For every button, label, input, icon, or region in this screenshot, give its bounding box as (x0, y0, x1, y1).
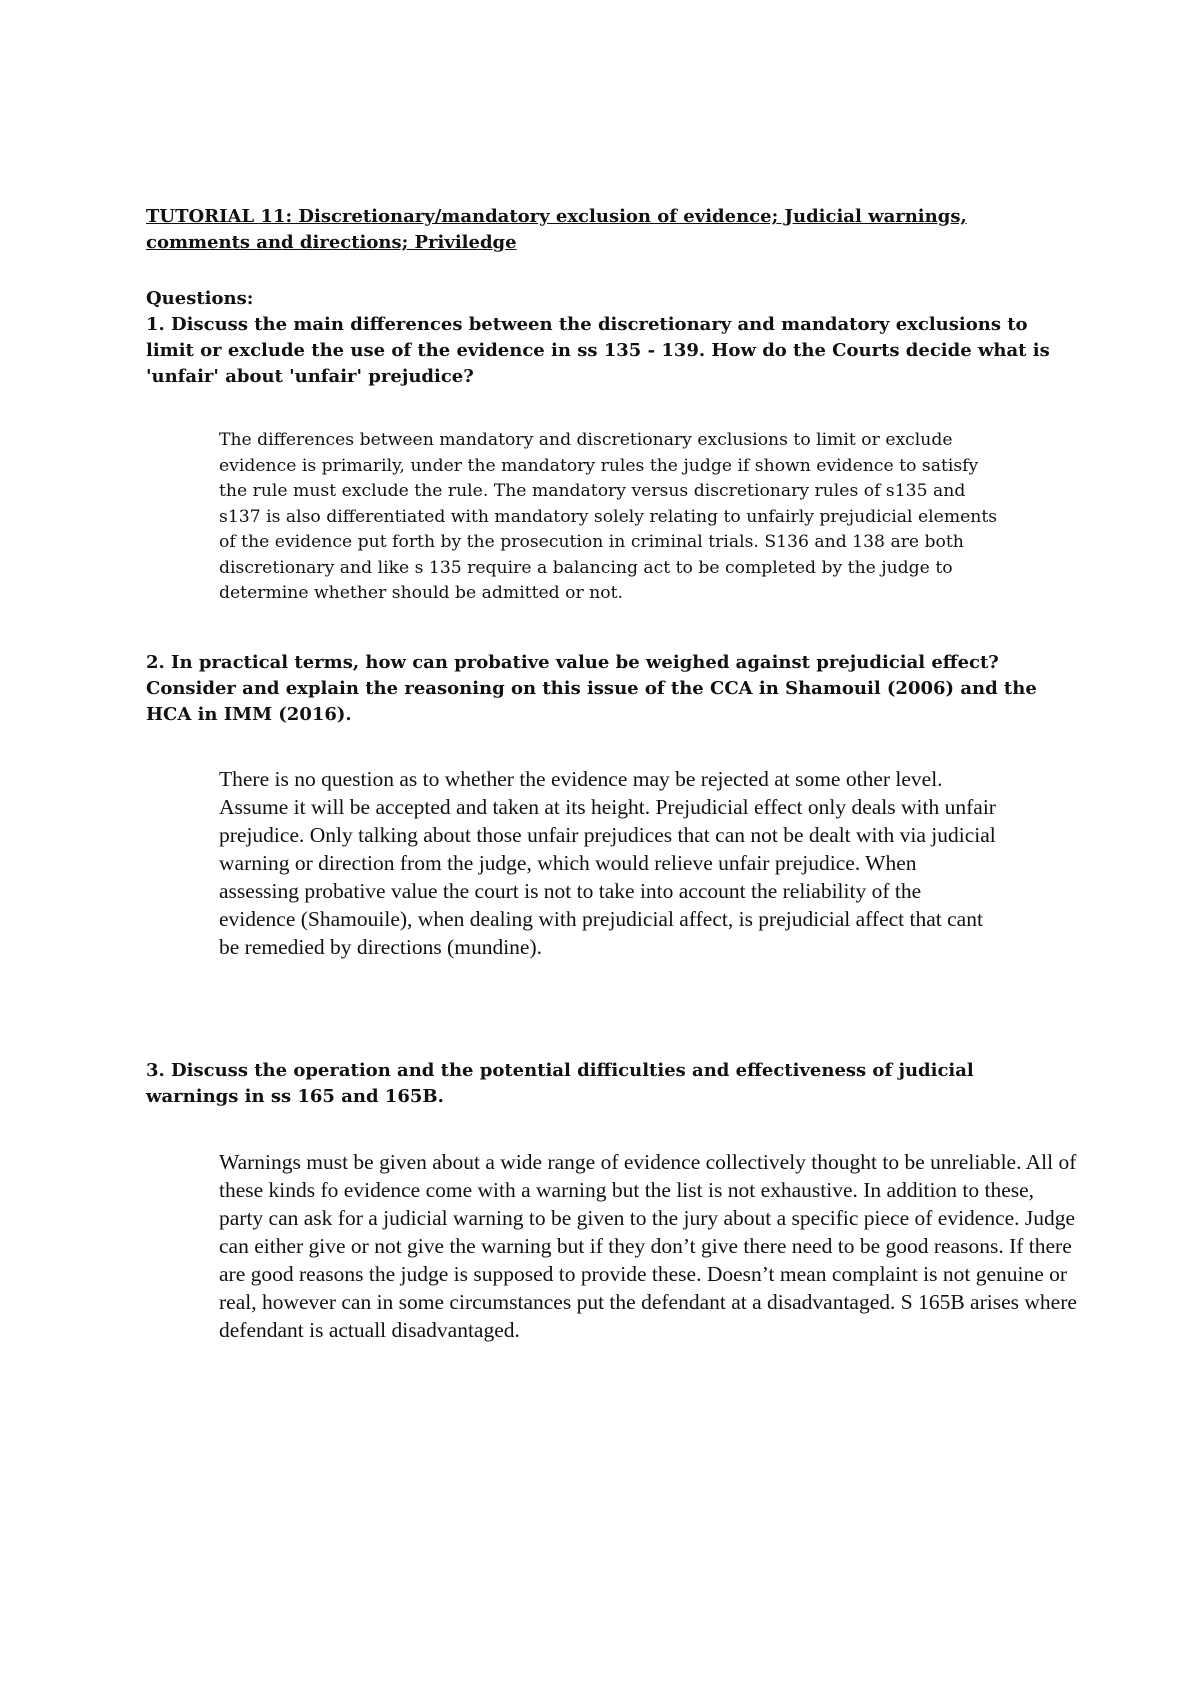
answer-3: Warnings must be given about a wide range of evidence collectively thought to be unreliable. All of these kinds fo evidence come with a warning but the list is not exhaustive. In addition to these, party can ask for a judicial warning to be given to the jury about a specific piece of evidence. Judge can either give or not give the warning but if they don’t give there need to be good reasons. If there are good reasons the judge is supposed to provide these. Doesn’t mean complaint is not genuine or real, however can in some circumstances put the defendant at a disadvantaged. S 165B arises where defendant is actuall disadvantaged. (219, 1150, 1077, 1342)
document-title: TUTORIAL 11: Discretionary/mandatory exclusion of evidence; Judicial warnings, comments and directions; Priviledge (146, 206, 967, 253)
question-3: 3. Discuss the operation and the potential difficulties and effectiveness of judicial warnings in ss 165 and 165B. (146, 1060, 974, 1107)
answer-2: There is no question as to whether the evidence may be rejected at some other level. Assume it will be accepted and taken at its height. Prejudicial effect only deals with unfair prejudice. Only talking about those unfair prejudices that can not be dealt with via judicial warning or direction from the judge, which would relieve unfair prejudice. When assessing probative value the court is not to take into account the reliability of the evidence (Shamouile), when dealing with prejudicial affect, is prejudicial affect that cant be remedied by directions (mundine). (219, 767, 996, 959)
question-1: 1. Discuss the main differences between the discretionary and mandatory exclusions to limit or exclude the use of the evidence in ss 135 - 139. How do the Courts decide what is 'unfair' about 'unfair' prejudice? (146, 314, 1050, 387)
questions-label: Questions: (146, 288, 254, 309)
answer-1: The differences between mandatory and discretionary exclusions to limit or exclude evidence is primarily, under the mandatory rules the judge if shown evidence to satisfy the rule must exclude the rule. The mandatory versus discretionary rules of s135 and s137 is also differentiated with mandatory solely relating to unfairly prejudicial elements of the evidence put forth by the prosecution in criminal trials. S136 and 138 are both discretionary and like s 135 require a balancing act to be completed by the judge to determine whether should be admitted or not. (219, 430, 998, 603)
question-2: 2. In practical terms, how can probative value be weighed against prejudicial effect? Consider and explain the reasoning on this issue of the CCA in Shamouil (2006) and the HCA in IMM (2016). (146, 652, 1037, 725)
